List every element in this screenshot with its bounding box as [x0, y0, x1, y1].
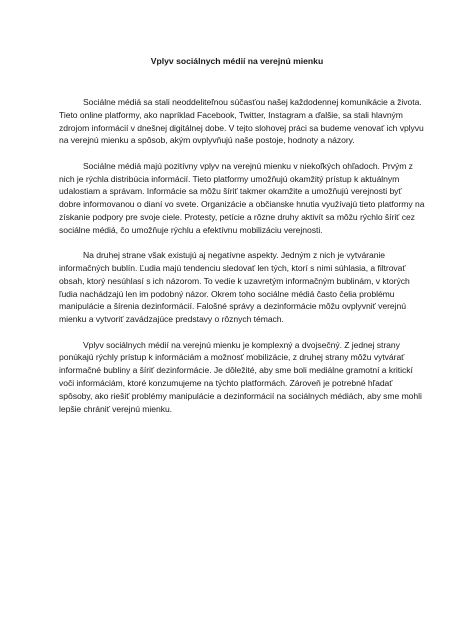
paragraph-1: Sociálne médiá sa stali neoddeliteľnou súčasťou našej každodennej komunikácie a života. Tieto online platformy, ako napríklad Facebook, Twitter, Instagram a ďalšie, sa stali hlavným zdrojom informácií v dnešnej digitálnej dobe. V tejto slohovej práci sa budeme venovať ich vplyvu na verejnú mienku a spôsob, akým ovplyvňujú naše postoje, hodnoty a názory.: [59, 97, 424, 146]
paragraph-4: Vplyv sociálnych médií na verejnú mienku je komplexný a dvojsečný. Z jednej strany ponúkajú rýchly prístup k informáciám a možnosť mobilizácie, z druhej strany môžu vytvárať informačné bubliny a šíriť dezinformácie. Je dôležité, aby sme boli mediálne gramotní a kritickí voči informáciám, ktoré konzumujeme na týchto platformách. Zároveň je potrebné hľadať spôsoby, ako riešiť problémy manipulácie a dezinformácií na sociálnych médiách, aby sme mohli lepšie chrániť verejnú mienku.: [59, 339, 422, 414]
paragraph-2: Sociálne médiá majú pozitívny vplyv na verejnú mienku v niekoľkých ohľadoch. Prvým z nich je rýchla distribúcia informácií. Tieto platformy umožňujú okamžitý prístup k aktuálnym udalostiam a správam. Informácie sa môžu šíriť takmer okamžite a umožňujú verejnosti byť dobre informovanou o dianí vo svete. Organizácie a občianske hnutia využívajú tieto platformy na získanie podpory pre svoje ciele. Protesty, petície a rôzne druhy aktivít sa môžu rýchlo šíriť cez sociálne médiá, čo umožňuje rýchlu a efektívnu mobilizáciu verejnosti.: [59, 160, 425, 235]
paragraph-3: Na druhej strane však existujú aj negatívne aspekty. Jedným z nich je vytváranie informačných bublín. Ľudia majú tendenciu sledovať len tých, ktorí s nimi súhlasia, a filtrovať obsah, ktorý nesúhlasí s ich názorom. To vedie k uzavretým informačným bublinám, v ktorých ľudia nachádzajú len im podobný názor. Okrem toho sociálne médiá často čelia problému manipulácie a šírenia dezinformácií. Falošné správy a dezinformácie môžu ovplyvniť verejnú mienku a vytvoriť zavádzajúce predstavy o rôznych témach.: [59, 250, 410, 325]
document-title: Vplyv sociálnych médií na verejnú mienku: [150, 56, 324, 66]
document-body: [59, 96, 425, 428]
